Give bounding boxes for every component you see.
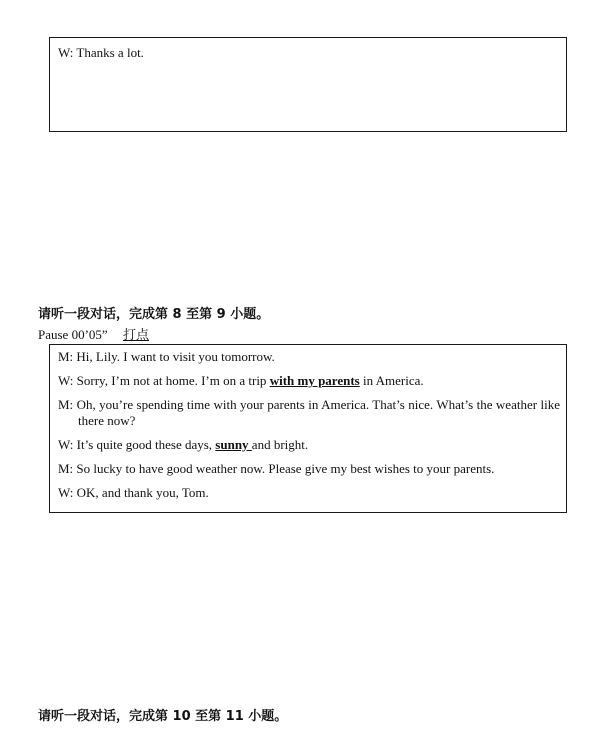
dialogue-line-3 — [58, 397, 560, 429]
answer-keyword: with my parents — [269, 373, 360, 388]
line-text-end: in America. — [359, 373, 424, 388]
line-text: M: Oh, you’re spending time with your parents in America. That’s nice. What’s the weather like there now? — [58, 397, 560, 428]
section-heading-10-11: 请听一段对话，完成第 10 至第 11 小题。 — [38, 709, 288, 724]
line-text: M: Hi, Lily. I want to visit you tomorrow. — [58, 349, 275, 364]
dot-mark-link[interactable]: 打点 — [122, 328, 149, 343]
dialogue-line-2 — [58, 373, 560, 389]
pause-label: Pause 00’05” — [38, 327, 108, 342]
line-text: W: OK, and thank you, Tom. — [58, 485, 209, 500]
dialogue-box — [49, 344, 567, 513]
line-text: M: So lucky to have good weather now. Please give my best wishes to your parents. — [58, 461, 495, 476]
dialogue-line-6 — [58, 485, 560, 501]
dialogue-line-4 — [58, 437, 560, 453]
line-text: W: Sorry, I’m not at home. I’m on a trip — [58, 373, 270, 388]
pause-marker — [38, 324, 149, 343]
dialogue-line: W: Thanks a lot. — [58, 45, 144, 60]
dialogue-line-1 — [58, 349, 560, 365]
dialogue-line-5 — [58, 461, 560, 477]
line-text-end: and bright. — [251, 437, 309, 452]
top-dialogue-box — [49, 37, 567, 132]
answer-keyword: sunny — [215, 437, 252, 452]
line-text: W: It’s quite good these days, — [58, 437, 216, 452]
section-heading-8-9: 请听一段对话，完成第 8 至第 9 小题。 — [38, 307, 270, 322]
